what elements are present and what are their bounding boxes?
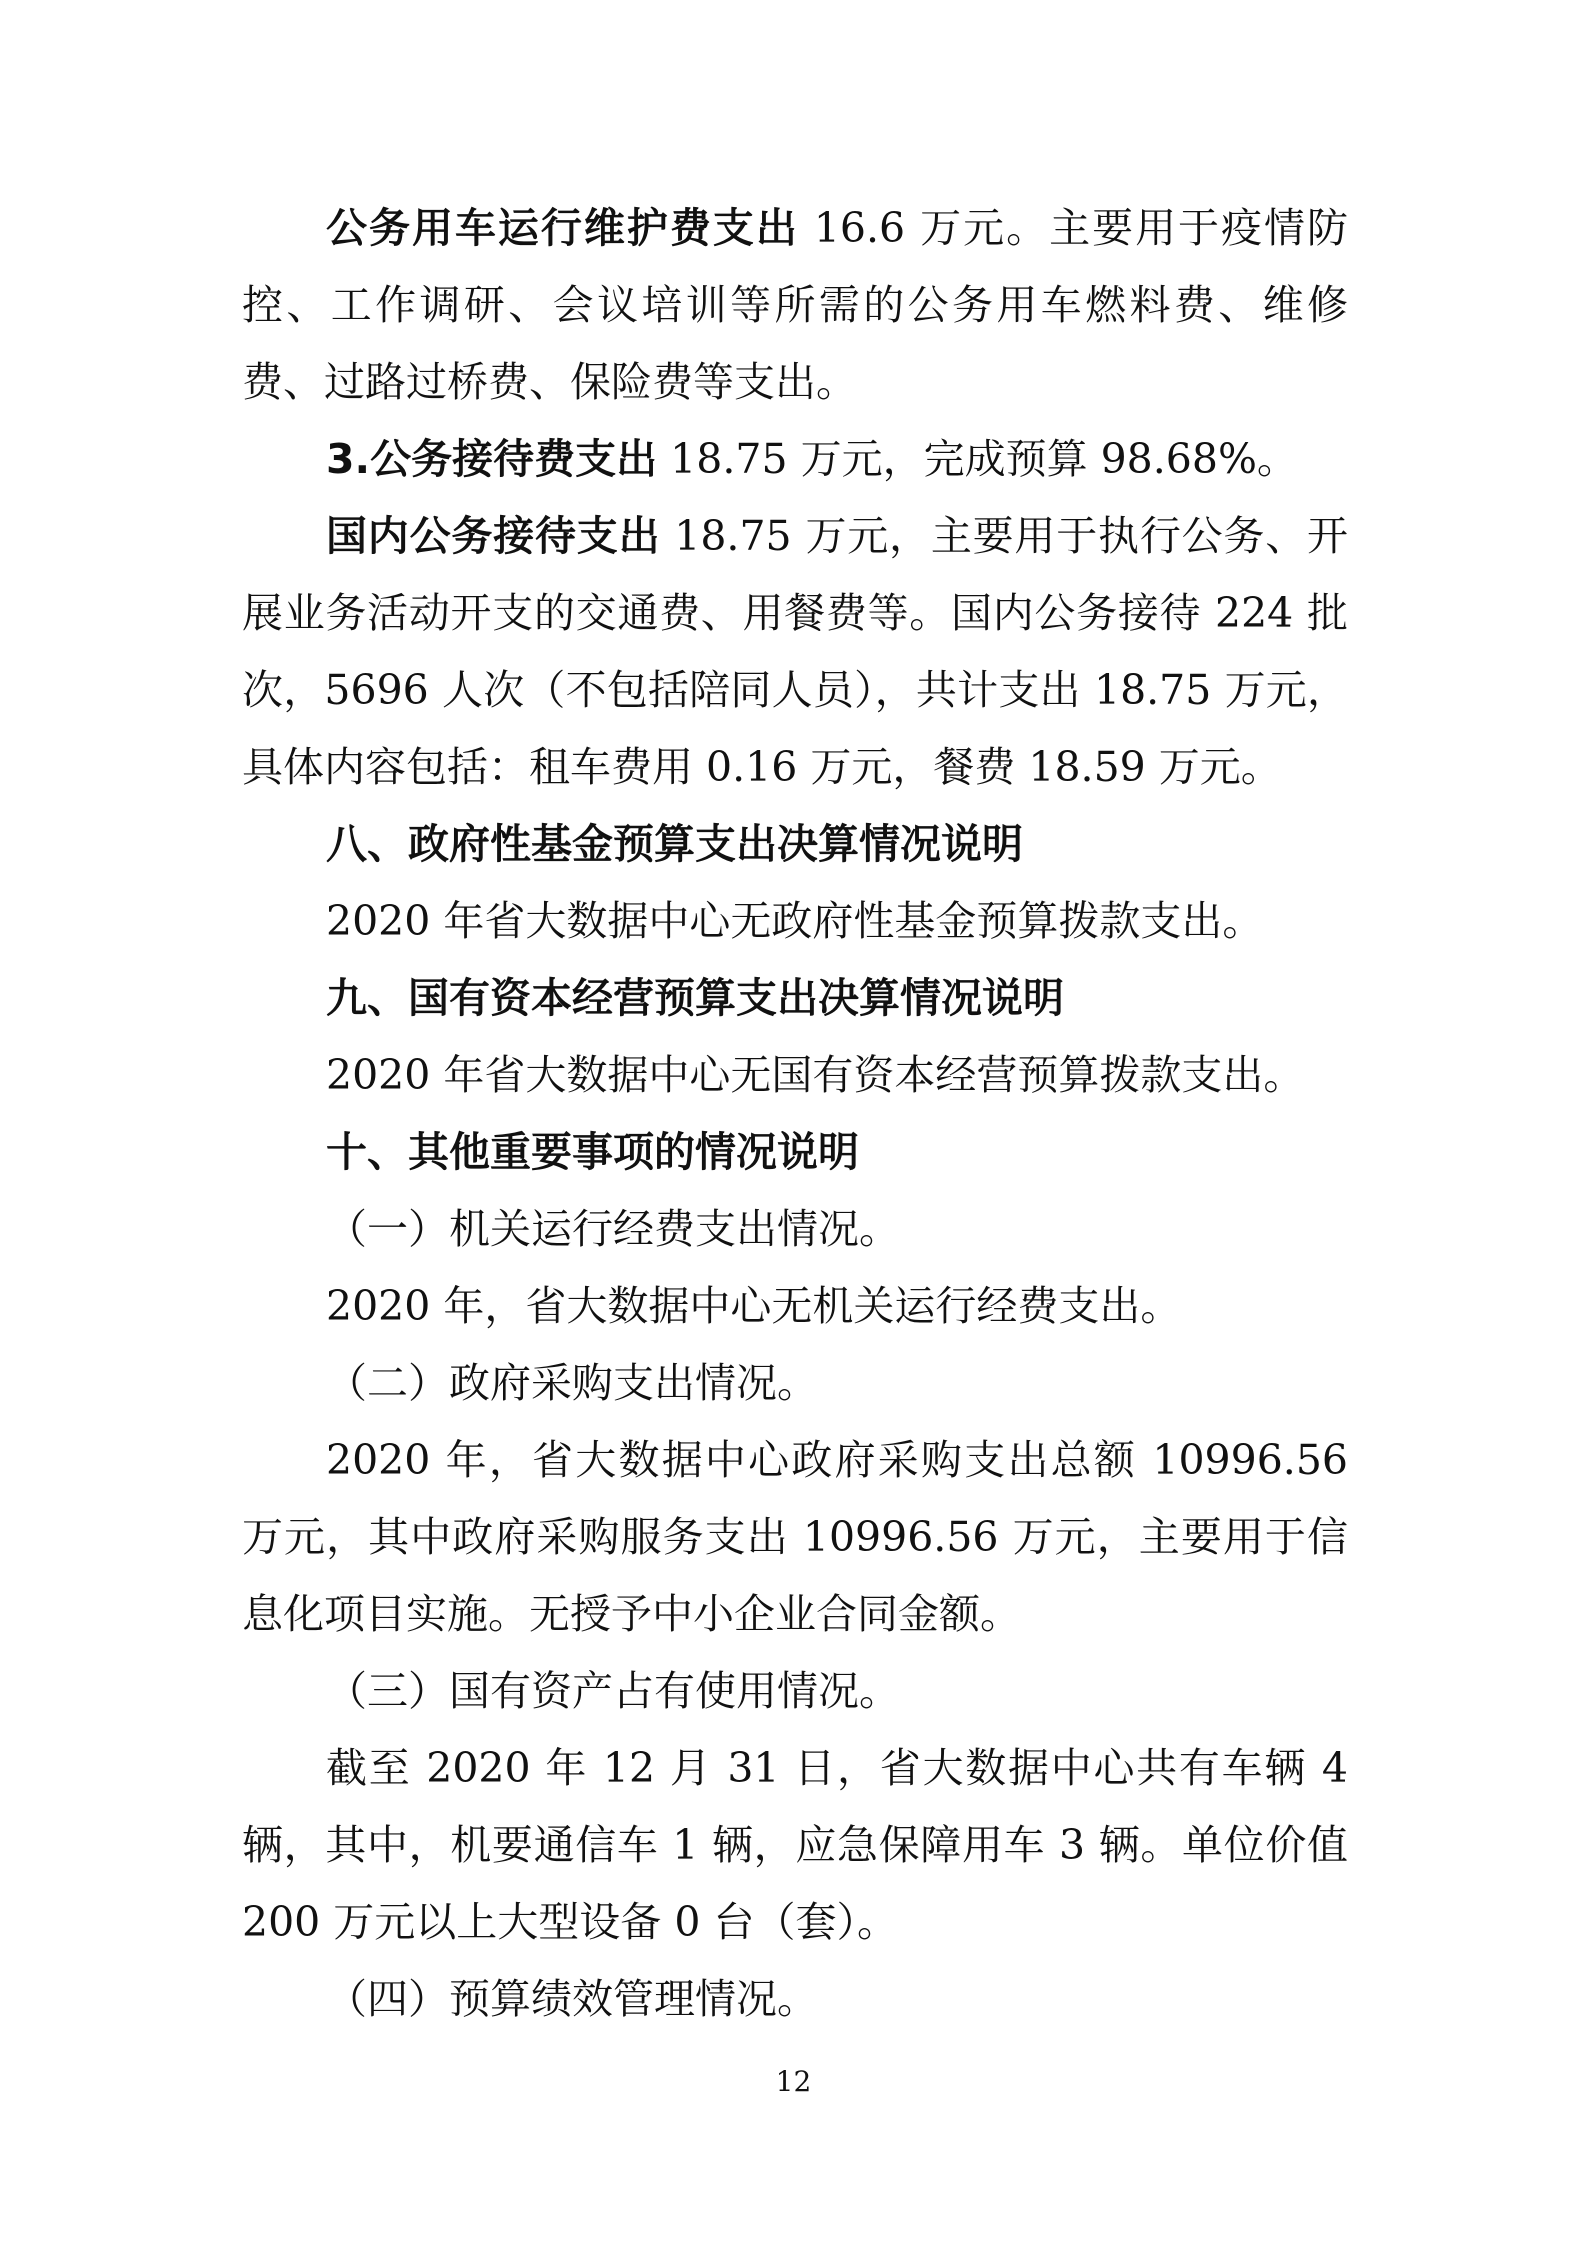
section-heading-government-fund: 八、政府性基金预算支出决算情况说明	[326, 820, 1023, 868]
paragraph-state-assets: 截至 2020 年 12 月 31 日，省大数据中心共有车辆 4 辆，其中，机要通信车 1 辆，应急保障用车 3 辆。单位价值 200 万元以上大型设备 0 台（套）。	[242, 1744, 1348, 1946]
paragraph-text: 16.6 万元。主要用于疫情防控、工作调研、会议培训等所需的公务用车燃料费、维修费、过路过桥费、保险费等支出。	[242, 204, 1348, 406]
page-number: 12	[775, 2065, 812, 2098]
paragraph-government-fund: 2020 年省大数据中心无政府性基金预算拨款支出。	[326, 897, 1264, 945]
subsection-heading-operation-expense: （一）机关运行经费支出情况。	[326, 1205, 900, 1253]
paragraph-domestic-reception	[242, 498, 1348, 806]
subsection-heading-performance-management: （四）预算绩效管理情况。	[326, 1975, 818, 2023]
paragraph-vehicle-maintenance	[242, 190, 1348, 421]
paragraph-text: 18.75 万元，完成预算 98.68%。	[670, 435, 1298, 483]
subsection-heading-state-assets: （三）国有资产占有使用情况。	[326, 1667, 900, 1715]
paragraph-operation-expense: 2020 年，省大数据中心无机关运行经费支出。	[326, 1282, 1182, 1330]
paragraph-text: 18.75 万元，主要用于执行公务、开展业务活动开支的交通费、用餐费等。国内公务接待 224 批次，5696 人次（不包括陪同人员），共计支出 18.75 万元，具体内容包括：租车费用 0.16 万元，餐费 18.59 万元。	[242, 512, 1349, 791]
section-heading-other-matters: 十、其他重要事项的情况说明	[326, 1128, 859, 1176]
paragraph-lead: 3.公务接待费支出	[326, 435, 658, 483]
document-body	[242, 190, 1348, 2038]
section-heading-state-capital: 九、国有资本经营预算支出决算情况说明	[326, 974, 1064, 1022]
paragraph-procurement: 2020 年，省大数据中心政府采购支出总额 10996.56 万元，其中政府采购服务支出 10996.56 万元，主要用于信息化项目实施。无授予中小企业合同金额。	[242, 1436, 1348, 1638]
paragraph-lead: 公务用车运行维护费支出	[326, 204, 799, 252]
paragraph-state-capital: 2020 年省大数据中心无国有资本经营预算拨款支出。	[326, 1051, 1305, 1099]
subsection-heading-procurement: （二）政府采购支出情况。	[326, 1359, 818, 1407]
paragraph-reception-expense	[242, 421, 1348, 498]
paragraph-lead: 国内公务接待支出	[326, 512, 661, 560]
